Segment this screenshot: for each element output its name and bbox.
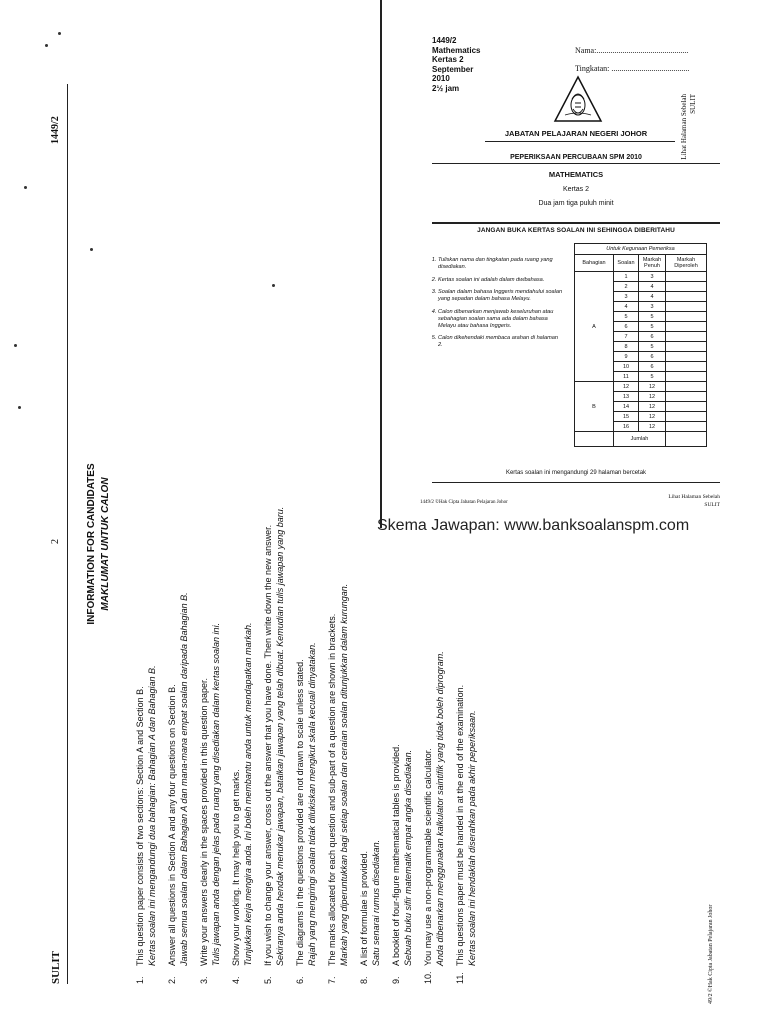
item-number: 2. (167, 976, 177, 984)
item-body (167, 592, 190, 966)
item-text-en: The diagrams in the questions provided are not drawn to scale unless stated. (295, 659, 305, 966)
question-cell: 1 (614, 272, 639, 282)
candidate-info-list (135, 384, 487, 984)
info-item (327, 384, 350, 984)
warning-text: JANGAN BUKA KERTAS SOALAN INI SEHINGGA DIBERITAHU (477, 227, 675, 234)
full-marks-cell: 6 (639, 332, 666, 342)
full-marks-cell: 3 (639, 272, 666, 282)
item-text-en: A list of formulae is provided. (359, 850, 369, 966)
full-marks-cell: 6 (639, 362, 666, 372)
section-cell: A (575, 272, 614, 382)
code-line: 2010 (432, 74, 450, 84)
question-cell: 15 (614, 412, 639, 422)
instructions-page (20, 20, 750, 1024)
code-line: 1449/2 (432, 36, 457, 45)
question-cell: 13 (614, 392, 639, 402)
question-cell: 9 (614, 352, 639, 362)
instruction-item: 3. Soalan dalam bahasa Inggeris mendahului soalan yang sepadan dalam bahasa Melayu. (438, 289, 564, 303)
full-marks-cell: 3 (639, 302, 666, 312)
item-text-en: The marks allocated for each question and sub-part of a question are shown in brackets. (327, 613, 337, 966)
item-number: 1. (135, 976, 145, 984)
item-number: 8. (359, 976, 369, 984)
item-text-ms: Markah yang diperuntukkan bagi setiap soalan dan ceraian soalan ditunjukkan dalam kurungan. (338, 583, 349, 966)
sulit-label: SULIT (704, 502, 720, 508)
department-name: JABATAN PELAJARAN NEGERI JOHOR (504, 129, 648, 138)
item-number: 4. (231, 976, 241, 984)
item-text-ms: Rajah yang mengiringi soalan tidak dilukiskan mengikut skala kecuali dinyatakan. (306, 642, 317, 966)
question-cell: 3 (614, 292, 639, 302)
item-text-en: You may use a non-programmable scientific calculator. (423, 748, 433, 966)
item-text-en: This question paper consists of two sections: Section A and Section B. (135, 686, 145, 966)
item-body (455, 685, 478, 966)
info-item (199, 384, 222, 984)
item-number: 3. (199, 976, 209, 984)
subject-title: MATHEMATICS (548, 170, 604, 179)
column-header: Markah Diperoleh (666, 255, 707, 272)
question-cell: 11 (614, 372, 639, 382)
item-body (135, 665, 158, 966)
item-number: 5. (263, 976, 273, 984)
page-heading (85, 344, 113, 744)
sulit-header: SULIT (50, 950, 62, 984)
item-text-en: Answer all questions in Section A and any four questions on Section B. (167, 684, 177, 966)
full-marks-cell: 4 (639, 282, 666, 292)
item-text-en: Show your working. It may help you to get marks. (231, 769, 241, 966)
item-text-ms: Anda dibenarkan menggunakan kalkulator saintifik yang tidak boleh diprogram. (434, 651, 445, 966)
form-field: Tingkatan: ....................................... (575, 64, 690, 73)
info-item (391, 384, 414, 984)
full-marks-cell: 5 (639, 342, 666, 352)
instruction-item: 2. Kertas soalan ini adalah dalam dwibahasa. (438, 277, 564, 284)
info-item (263, 384, 286, 984)
full-marks-cell: 5 (639, 372, 666, 382)
item-text-ms: Tulis jawapan anda dengan jelas pada ruang yang disediakan dalam kertas soalan ini. (210, 622, 221, 966)
total-label-cell: Jumlah (614, 432, 666, 447)
full-marks-cell: 5 (639, 322, 666, 332)
page-count-note: Kertas soalan ini mengandungi 29 halaman bercetak (505, 470, 647, 476)
copyright-text: 1449/2 ©Hak Cipta Jabatan Pelajaran Johor (420, 500, 508, 505)
info-item (167, 384, 190, 984)
full-marks-cell: 12 (639, 422, 666, 432)
question-cell: 7 (614, 332, 639, 342)
scan-speck (14, 344, 17, 347)
instruction-item: 1. Tuliskan nama dan tingkatan pada ruang yang disediakan. (438, 257, 564, 271)
next-page-label: Lihat Halaman Sebelah (668, 494, 720, 500)
full-marks-cell: 4 (639, 292, 666, 302)
info-item (359, 384, 382, 984)
name-field: Nama:.............................................. (575, 46, 689, 55)
item-number: 6. (295, 976, 305, 984)
next-page-label: Lihat Halaman Sebelah (680, 94, 688, 160)
instruction-item: 5. Calon dikehendaki membaca arahan di halaman 2. (438, 335, 564, 349)
full-marks-cell: 12 (639, 412, 666, 422)
item-number: 7. (327, 976, 337, 984)
item-text-en: This questions paper must be handed in at the end of the examination. (455, 684, 465, 966)
code-line: Kertas 2 (432, 55, 464, 65)
item-body (231, 622, 254, 966)
item-body (423, 651, 446, 966)
full-marks-cell: 6 (639, 352, 666, 362)
question-cell: 5 (614, 312, 639, 322)
item-text-ms: Satu senarai rumus disediakan. (370, 839, 381, 966)
question-cell: 4 (614, 302, 639, 312)
item-body (295, 642, 318, 966)
item-body (391, 744, 414, 966)
item-text-en: Write your answers clearly in the spaces provided in this question paper. (199, 678, 209, 966)
full-marks-cell: 12 (639, 392, 666, 402)
item-body (263, 507, 286, 966)
info-item (455, 384, 478, 984)
question-cell: 16 (614, 422, 639, 432)
page-number: 2 (50, 539, 61, 544)
item-text-ms: Jawab semua soalan dalam Bahagian A dan mana-mana empat soalan daripada Bahagian B. (178, 592, 189, 966)
question-cell: 14 (614, 402, 639, 412)
item-text-en: If you wish to change your answer, cross out the answer that you have done. Then write down the new answer. (263, 524, 273, 966)
full-marks-cell: 5 (639, 312, 666, 322)
table-caption: Untuk Kegunaan Pemeriksa (575, 244, 707, 255)
info-item (295, 384, 318, 984)
column-header: Bahagian (575, 255, 614, 272)
item-body (327, 584, 350, 966)
item-number: 9. (391, 976, 401, 984)
info-item (423, 384, 446, 984)
code-line: 2½ jam (432, 83, 460, 93)
info-item (135, 384, 158, 984)
instruction-item: 4. Calon dibenarkan menjawab keseluruhan atau sebahagian soalan sama ada dalam bahasa Melayu atau bahasa Inggeris. (438, 309, 564, 329)
question-cell: 10 (614, 362, 639, 372)
question-cell: 6 (614, 322, 639, 332)
exam-title: PEPERIKSAAN PERCUBAAN SPM 2010 (510, 154, 642, 161)
column-header: Markah Penuh (639, 255, 666, 272)
full-marks-cell: 12 (639, 382, 666, 392)
code-line: Mathematics (432, 45, 481, 55)
paper-label: Kertas 2 (562, 186, 590, 193)
next-page-note (680, 94, 698, 224)
item-text-ms: Sekiranya anda hendak menukar jawapan, batalkan jawapan yang telah dibuat. Kemudian tulis jawapan yang baru. (274, 506, 285, 966)
full-marks-cell: 12 (639, 402, 666, 412)
paper-code: 1449/2 (50, 116, 61, 144)
question-cell: 2 (614, 282, 639, 292)
item-text-ms: Tunjukkan kerja mengira anda. Ini boleh membantu anda untuk mendapatkan markah. (242, 622, 253, 966)
sulit-label: SULIT (689, 94, 697, 114)
item-body (359, 840, 382, 966)
heading-en: INFORMATION FOR CANDIDATES (86, 463, 97, 625)
item-text-en: A booklet of four-figure mathematical tables is provided. (391, 744, 401, 966)
item-body (199, 623, 222, 966)
divider (67, 84, 68, 984)
item-text-ms: Sebuah buku sifir matematik empat angka disediakan. (402, 749, 413, 966)
item-text-ms: Kertas soalan ini mengandungi dua bahagian: Bahagian A dan Bahagian B. (146, 665, 157, 966)
item-text-ms: Kertas soalan ini hendaklah diserahkan pada akhir peperiksaan. (466, 710, 477, 966)
info-item (231, 384, 254, 984)
question-cell: 12 (614, 382, 639, 392)
copyright-text: 49/2 ©Hak Cipta Jabatan Pelajaran Johor (708, 904, 714, 1004)
item-number: 10. (423, 971, 433, 984)
section-cell: B (575, 382, 614, 432)
question-cell: 8 (614, 342, 639, 352)
code-line: September (432, 64, 474, 74)
answer-scheme-link[interactable]: Skema Jawapan: www.banksoalanspm.com (377, 517, 690, 534)
duration-label: Dua jam tiga puluh minit (538, 200, 614, 207)
heading-ms: MAKLUMAT UNTUK CALON (100, 477, 111, 611)
column-header: Soalan (614, 255, 639, 272)
item-number: 11. (455, 972, 465, 984)
